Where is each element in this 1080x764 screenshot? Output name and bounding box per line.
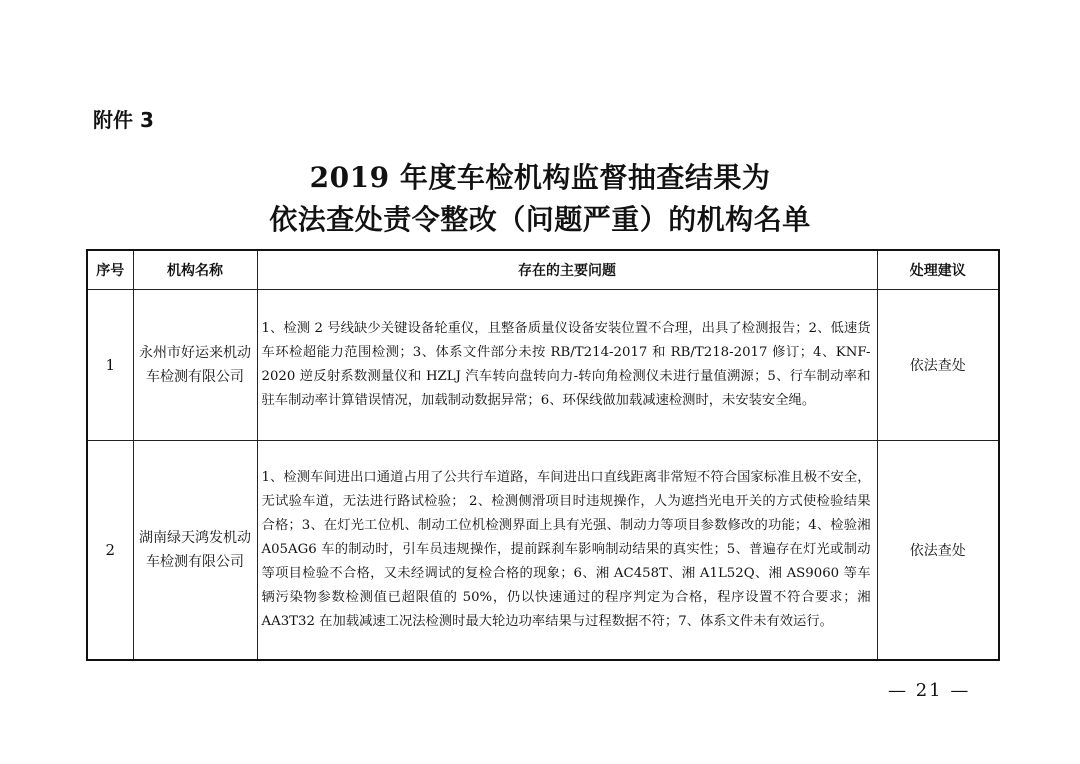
table-header-row (87, 250, 999, 290)
header-suggestion: 处理建议 (877, 250, 999, 290)
row-suggestion: 依法查处 (877, 290, 999, 441)
row-number: 1 (87, 290, 133, 441)
row-org-name: 湖南绿天鸿发机动车检测有限公司 (133, 441, 257, 661)
header-org-name: 机构名称 (133, 250, 257, 290)
document-title-line2: 依法查处责令整改（问题严重）的机构名单 (269, 203, 811, 236)
row-number: 2 (87, 441, 133, 661)
document-title-line1: 2019 年度车检机构监督抽查结果为 (309, 161, 771, 194)
attachment-label: 附件 3 (93, 108, 154, 132)
row-org-name: 永州市好运来机动车检测有限公司 (133, 290, 257, 441)
page-number: — 21 — (888, 680, 971, 701)
institution-table (86, 249, 1000, 661)
row-problems: 1、检测 2 号线缺少关键设备轮重仪，且整备质量仪设备安装位置不合理，出具了检测报告；2、低速货车环检超能力范围检测；3、体系文件部分未按 RB/T214-2017 和 RB/T218-2017 修订；4、KNF-2020 逆反射系数测量仪和 HZLJ 汽车转向盘转向力-转向角检测仪未进行量值溯源；5、行车制动率和驻车制动率计算错误情况，加载制动数据异常；6、环保线做加载减速检测时，未安装安全绳。 (257, 290, 877, 441)
header-number: 序号 (87, 250, 133, 290)
table-row (87, 290, 999, 441)
row-suggestion: 依法查处 (877, 441, 999, 661)
table-row (87, 441, 999, 661)
header-problems: 存在的主要问题 (257, 250, 877, 290)
row-problems: 1、检测车间进出口通道占用了公共行车道路，车间进出口直线距离非常短不符合国家标准且极不安全，无试验车道，无法进行路试检验； 2、检测侧滑项目时违规操作，人为遮挡光电开关的方式使检验结果合格；3、在灯光工位机、制动工位机检测界面上具有光强、制动力等项目参数修改的功能；4、检验湘 A05AG6 车的制动时，引车员违规操作，提前踩刹车影响制动结果的真实性；5、普遍存在灯光或制动等项目检验不合格，又未经调试的复检合格的现象；6、湘 AC458T、湘 A1L52Q、湘 AS9060 等车辆污染物参数检测值已超限值的 50%，仍以快速通过的程序判定为合格，程序设置不符合要求；湘 AA3T32 在加载减速工况法检测时最大轮边功率结果与过程数据不符；7、体系文件未有效运行。 (257, 441, 877, 661)
